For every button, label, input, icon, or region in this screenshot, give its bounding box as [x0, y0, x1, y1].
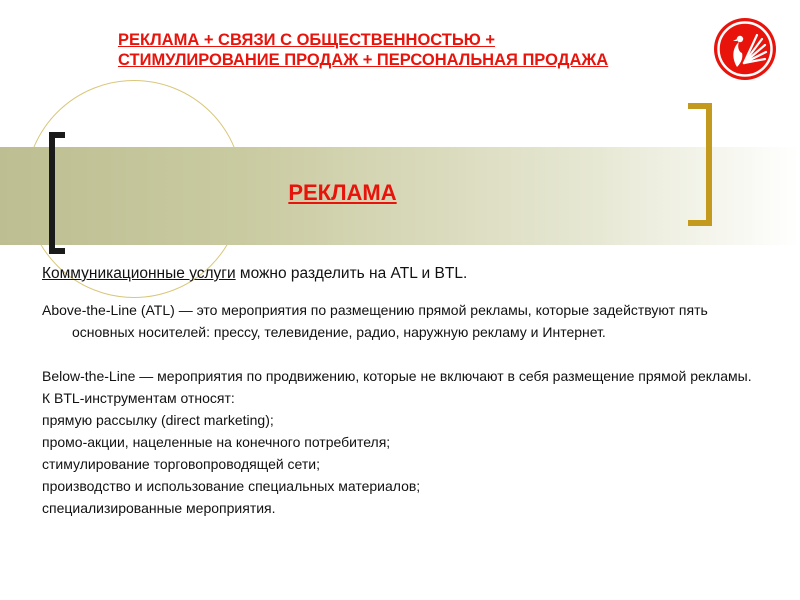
- lead-underlined: Коммуникационные услуги: [42, 265, 236, 282]
- btl-paragraph: Below-the-Line — мероприятия по продвижению, которые не включают в себя размещение прямой рекламы.: [42, 368, 752, 384]
- list-item: производство и использование специальных материалов;: [42, 478, 421, 494]
- section-heading: РЕКЛАМА: [288, 180, 397, 205]
- list-item: стимулирование торговопроводящей сети;: [42, 456, 321, 472]
- body-content: [42, 263, 752, 519]
- peacock-logo-icon: [713, 17, 777, 81]
- lead-rest: можно разделить на ATL и BTL.: [235, 265, 468, 282]
- btl-intro: К BTL-инструментам относят:: [42, 390, 235, 406]
- list-item: специализированные мероприятия.: [42, 500, 276, 516]
- atl-paragraph: Above-the-Line (ATL) — это мероприятия по размещению прямой рекламы, которые задействуют пять основных носителей: прессу, телевидение, радио, наружную рекламу и Интернет.: [42, 302, 708, 340]
- lead-paragraph: [42, 263, 752, 285]
- left-bracket: [49, 132, 65, 254]
- slide-title: РЕКЛАМА + СВЯЗИ С ОБЩЕСТВЕННОСТЬЮ + СТИМУЛИРОВАНИЕ ПРОДАЖ + ПЕРСОНАЛЬНАЯ ПРОДАЖА: [118, 31, 609, 69]
- right-bracket: [688, 103, 712, 226]
- list-item: прямую рассылку (direct marketing);: [42, 412, 274, 428]
- list-item: промо-акции, нацеленные на конечного потребителя;: [42, 434, 391, 450]
